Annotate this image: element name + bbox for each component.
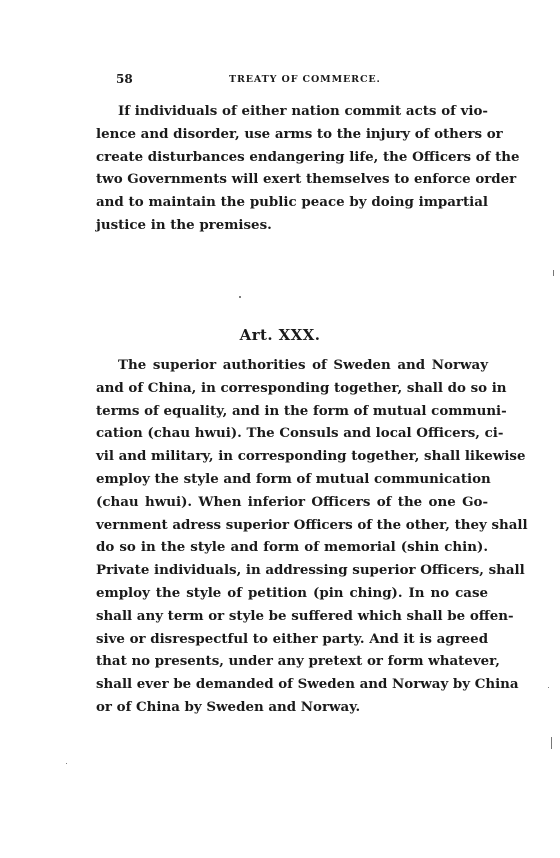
article-line: cation (chau hwui). The Consuls and local Officers, ci- [96,425,504,442]
article-line: that no presents, under any pretext or form whatever, [96,653,500,670]
paragraph-line: two Governments will exert themselves to enforce order [96,171,517,188]
page-edge-mark [553,270,554,276]
page-edge-mark [551,737,552,749]
article-line: shall any term or style be suffered which shall be offen- [96,607,514,624]
paragraph-line: and to maintain the public peace by doing impartial [96,194,488,211]
article-line: sive or disrespectful to either party. And it is agreed [96,630,489,647]
paper-speck [239,296,241,298]
article-line: vernment adress superior Officers of the other, they shall [96,516,528,533]
paragraph-line: If individuals of either nation commit acts of vio- [118,103,488,119]
article-line: employ the style and form of mutual communication [96,470,491,487]
paragraph-line: justice in the premises. [96,216,272,233]
article-heading: Art. XXX. [239,326,321,344]
paragraph-line: lence and disorder, use arms to the injury of others or [96,125,503,142]
running-head [116,72,486,90]
article-line: The superior authorities of Sweden and Norway [118,357,488,373]
running-head-title: TREATY OF COMMERCE. [229,74,381,85]
article-body [96,354,528,719]
paragraph-violence-disorder [96,100,520,237]
paragraph-line: create disturbances endangering life, the Officers of the [96,148,520,165]
paper-speck [66,763,67,764]
paper-speck [548,687,549,688]
article-line: terms of equality, and in the form of mutual communi- [96,402,507,419]
article-line: (chau hwui). When inferior Officers of the one Go- [96,493,488,510]
article-line: vil and military, in corresponding together, shall likewise [96,448,526,465]
article-line: and of China, in corresponding together, shall do so in [96,379,507,396]
article-line: Private individuals, in addressing superior Officers, shall [96,562,525,579]
article-line: shall ever be demanded of Sweden and Norway by China [96,676,519,693]
article-line: do so in the style and form of memorial (shin chin). [96,539,488,556]
article-line: employ the style of petition (pin ching). In no case [96,584,488,601]
article-line: or of China by Sweden and Norway. [96,698,361,715]
page-number: 58 [116,72,133,86]
